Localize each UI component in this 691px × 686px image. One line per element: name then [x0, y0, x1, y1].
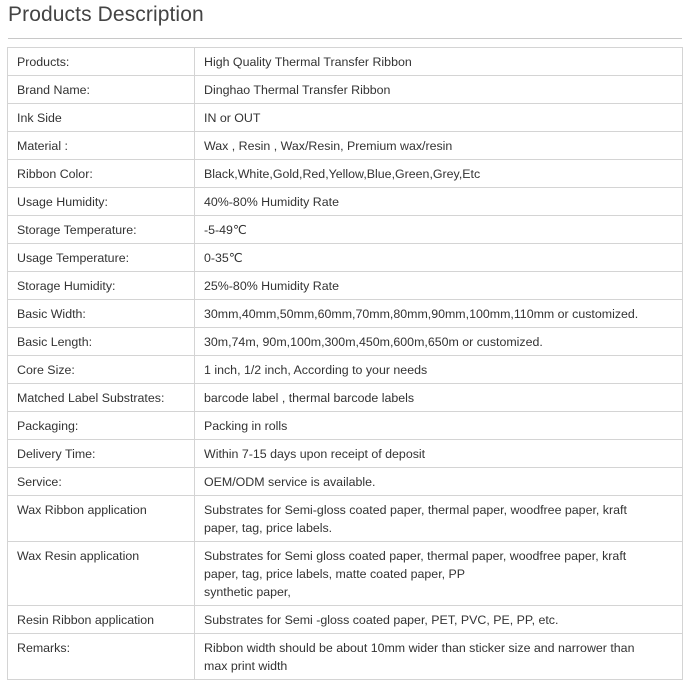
spec-label: Wax Resin application [8, 542, 195, 606]
spec-label: Material : [8, 132, 195, 160]
spec-label: Basic Width: [8, 300, 195, 328]
spec-label: Products: [8, 48, 195, 76]
spec-value [195, 440, 683, 468]
spec-label: Delivery Time: [8, 440, 195, 468]
table-row [8, 356, 683, 384]
spec-value-line: 1 inch, 1/2 inch, According to your needs [204, 363, 428, 377]
spec-label: Wax Ribbon application [8, 496, 195, 542]
spec-label: Core Size: [8, 356, 195, 384]
spec-value [195, 606, 683, 634]
table-row [8, 440, 683, 468]
table-row [8, 606, 683, 634]
spec-value-line: 40%-80% Humidity Rate [204, 195, 339, 209]
spec-label: Basic Length: [8, 328, 195, 356]
spec-label: Service: [8, 468, 195, 496]
spec-value-line: 30m,74m, 90m,100m,300m,450m,600m,650m or customized. [204, 335, 543, 349]
spec-value-line: High Quality Thermal Transfer Ribbon [204, 55, 412, 69]
spec-label: Usage Humidity: [8, 188, 195, 216]
spec-label: Ribbon Color: [8, 160, 195, 188]
spec-value-line: Packing in rolls [204, 419, 288, 433]
spec-value-line: max print width [204, 659, 288, 673]
table-row [8, 496, 683, 542]
page-title: Products Description [8, 3, 204, 26]
spec-value-line: 30mm,40mm,50mm,60mm,70mm,80mm,90mm,100mm,110mm or customized. [204, 307, 639, 321]
spec-label: Storage Humidity: [8, 272, 195, 300]
table-row [8, 104, 683, 132]
spec-value [195, 542, 683, 606]
table-row [8, 328, 683, 356]
spec-label: Ink Side [8, 104, 195, 132]
spec-value [195, 160, 683, 188]
spec-value-line: paper, tag, price labels, matte coated paper, PP [204, 567, 466, 581]
spec-value [195, 76, 683, 104]
table-row [8, 48, 683, 76]
spec-value [195, 356, 683, 384]
spec-value-line: barcode label , thermal barcode labels [204, 391, 415, 405]
spec-value-line: paper, tag, price labels. [204, 521, 333, 535]
spec-value [195, 216, 683, 244]
spec-value-line: Dinghao Thermal Transfer Ribbon [204, 83, 391, 97]
spec-value [195, 328, 683, 356]
spec-label: Remarks: [8, 634, 195, 680]
spec-value-line: Substrates for Semi-gloss coated paper, thermal paper, woodfree paper, kraft [204, 503, 627, 517]
spec-value-line: Ribbon width should be about 10mm wider than sticker size and narrower than [204, 641, 635, 655]
table-row [8, 634, 683, 680]
table-row [8, 412, 683, 440]
table-row [8, 542, 683, 606]
spec-value [195, 384, 683, 412]
table-row [8, 244, 683, 272]
table-row [8, 132, 683, 160]
spec-value [195, 496, 683, 542]
spec-label: Resin Ribbon application [8, 606, 195, 634]
spec-value [195, 272, 683, 300]
spec-label: Packaging: [8, 412, 195, 440]
spec-value-line: Within 7-15 days upon receipt of deposit [204, 447, 426, 461]
spec-value-line: -5-49℃ [204, 223, 247, 237]
spec-table [7, 47, 683, 680]
table-row [8, 160, 683, 188]
spec-value [195, 412, 683, 440]
spec-label: Matched Label Substrates: [8, 384, 195, 412]
table-row [8, 188, 683, 216]
spec-value [195, 104, 683, 132]
spec-value-line: synthetic paper, [204, 585, 291, 599]
spec-value [195, 244, 683, 272]
spec-value [195, 48, 683, 76]
spec-value [195, 300, 683, 328]
table-row [8, 384, 683, 412]
spec-value-line: Substrates for Semi gloss coated paper, thermal paper, woodfree paper, kraft [204, 549, 627, 563]
spec-value-line: Wax , Resin , Wax/Resin, Premium wax/resin [204, 139, 453, 153]
spec-label: Brand Name: [8, 76, 195, 104]
spec-value-line: IN or OUT [204, 111, 261, 125]
table-row [8, 272, 683, 300]
title-divider [8, 38, 682, 39]
table-row [8, 76, 683, 104]
spec-value [195, 634, 683, 680]
spec-value [195, 468, 683, 496]
spec-value-line: Substrates for Semi -gloss coated paper, PET, PVC, PE, PP, etc. [204, 613, 559, 627]
table-row [8, 468, 683, 496]
spec-value-line: OEM/ODM service is available. [204, 475, 376, 489]
spec-value [195, 188, 683, 216]
spec-value-line: 25%-80% Humidity Rate [204, 279, 339, 293]
spec-table-body [8, 48, 683, 680]
spec-value-line: Black,White,Gold,Red,Yellow,Blue,Green,Grey,Etc [204, 167, 481, 181]
spec-value-line: 0-35℃ [204, 251, 243, 265]
table-row [8, 300, 683, 328]
spec-label: Storage Temperature: [8, 216, 195, 244]
spec-label: Usage Temperature: [8, 244, 195, 272]
table-row [8, 216, 683, 244]
spec-value [195, 132, 683, 160]
